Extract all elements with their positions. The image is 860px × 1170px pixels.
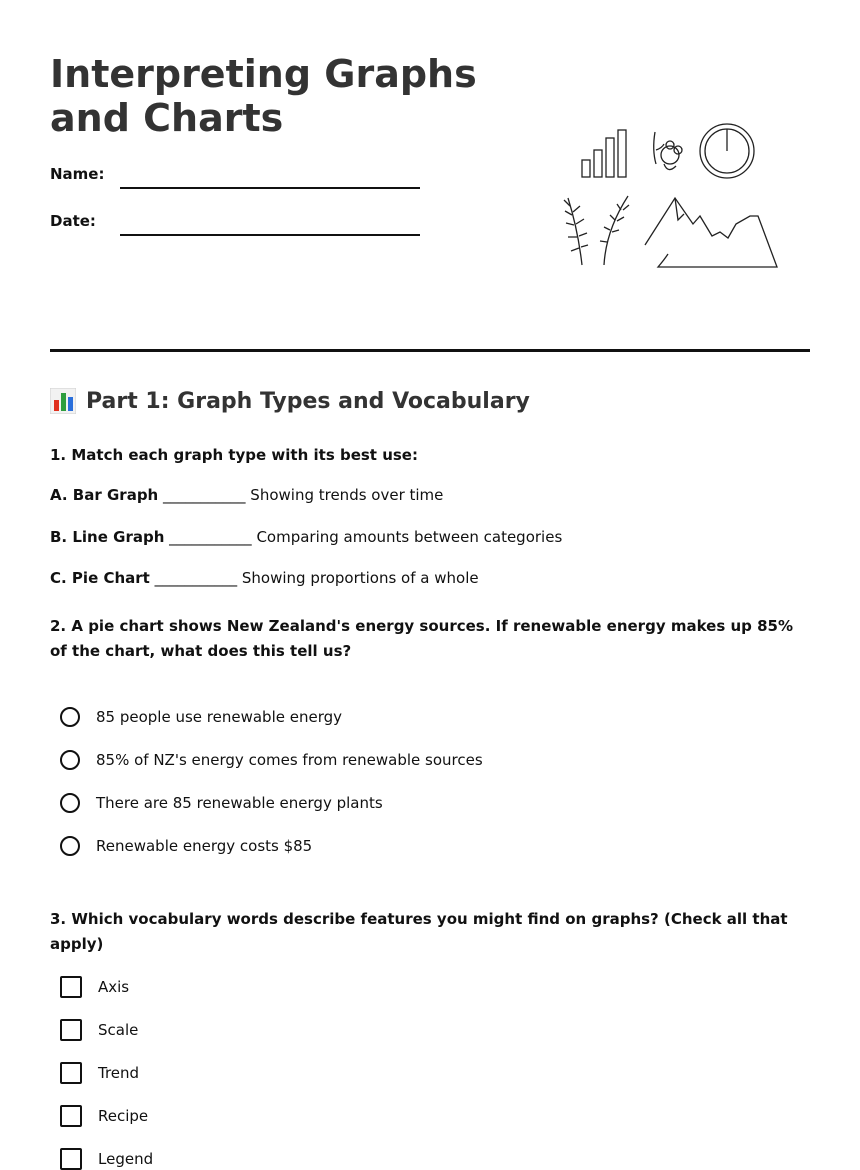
match-item-b	[50, 528, 562, 546]
checkbox-label: Axis	[98, 978, 130, 996]
match-item-c	[50, 569, 479, 587]
radio-button[interactable]	[60, 750, 80, 770]
mountains-icon	[645, 198, 777, 267]
match-item-label: B. Line Graph	[50, 528, 165, 546]
checkbox-label: Scale	[98, 1021, 139, 1039]
match-blank[interactable]: ___________	[154, 569, 238, 587]
checkbox[interactable]	[60, 1105, 82, 1127]
checkbox-label: Legend	[98, 1150, 154, 1168]
name-label: Name:	[50, 165, 105, 183]
section-heading	[50, 388, 530, 414]
match-item-use: Showing trends over time	[250, 486, 444, 504]
flower-icon	[654, 132, 682, 170]
date-field[interactable]	[120, 234, 420, 236]
match-item-use: Comparing amounts between categories	[256, 528, 563, 546]
match-item-use: Showing proportions of a whole	[241, 569, 479, 587]
radio-option[interactable]	[60, 793, 383, 813]
checkbox[interactable]	[60, 1062, 82, 1084]
radio-option[interactable]	[60, 750, 483, 770]
checkbox[interactable]	[60, 1019, 82, 1041]
fern-icon	[564, 196, 629, 265]
checkbox-option[interactable]	[60, 1105, 148, 1127]
match-item-a	[50, 486, 443, 504]
bar-chart-emoji-icon	[50, 388, 76, 414]
graphs-illustration	[560, 120, 790, 275]
radio-option[interactable]	[60, 836, 312, 856]
page-title: Interpreting Graphs and Charts	[50, 52, 477, 140]
match-item-label: C. Pie Chart	[50, 569, 150, 587]
radio-option[interactable]	[60, 707, 342, 727]
checkbox[interactable]	[60, 1148, 82, 1170]
radio-option-label: 85 people use renewable energy	[96, 708, 342, 726]
checkbox-option[interactable]	[60, 1019, 138, 1041]
section-divider	[50, 349, 810, 352]
radio-button[interactable]	[60, 707, 80, 727]
checkbox[interactable]	[60, 976, 82, 998]
question-1-prompt: 1. Match each graph type with its best use:	[50, 446, 418, 464]
name-field[interactable]	[120, 187, 420, 189]
match-blank[interactable]: ___________	[163, 486, 246, 504]
radio-option-label: 85% of NZ's energy comes from renewable sources	[96, 751, 483, 769]
question-3-prompt: 3. Which vocabulary words describe features you might find on graphs? (Check all that apply)	[50, 910, 788, 953]
match-blank[interactable]: ___________	[169, 528, 252, 546]
checkbox-option[interactable]	[60, 976, 129, 998]
radio-option-label: Renewable energy costs $85	[96, 837, 313, 855]
section-heading-text: Part 1: Graph Types and Vocabulary	[86, 388, 530, 414]
bar-chart-icon	[582, 130, 626, 177]
radio-option-label: There are 85 renewable energy plants	[96, 794, 383, 812]
radio-button[interactable]	[60, 836, 80, 856]
checkbox-label: Recipe	[98, 1107, 149, 1125]
checkbox-option[interactable]	[60, 1062, 139, 1084]
pie-chart-icon	[700, 124, 754, 178]
match-item-label: A. Bar Graph	[50, 486, 159, 504]
date-label: Date:	[50, 212, 96, 230]
checkbox-label: Trend	[98, 1064, 140, 1082]
checkbox-option[interactable]	[60, 1148, 153, 1170]
radio-button[interactable]	[60, 793, 80, 813]
question-2-prompt: 2. A pie chart shows New Zealand's energy sources. If renewable energy makes up 85% of the chart, what does this tell us?	[50, 617, 794, 660]
